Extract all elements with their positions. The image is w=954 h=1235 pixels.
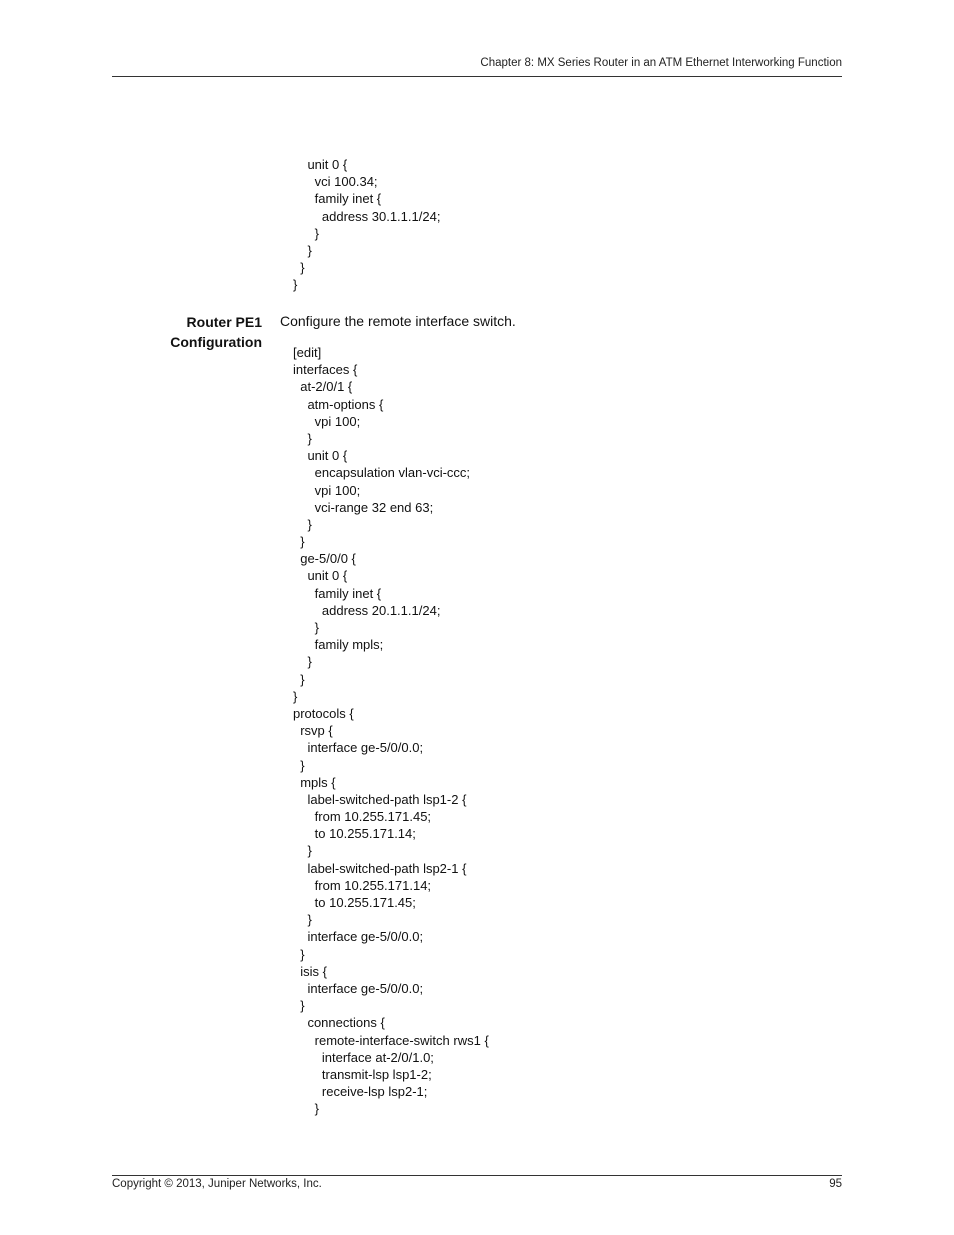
code-line: unit 0 { [293,448,348,464]
code-line: ge-5/0/0 { [293,551,356,567]
code-line: interface ge-5/0/0.0; [293,980,424,996]
code-line: } [293,998,305,1014]
code-line: isis { [293,963,327,979]
code-line: } [293,654,312,670]
section-label [112,312,262,352]
code-line: interfaces { [293,362,358,378]
code-line: } [293,946,305,962]
code-line: } [293,912,312,928]
code-line: protocols { [293,705,354,721]
section-label-line2: Configuration [170,334,262,350]
code-line: family mpls; [293,637,384,653]
code-line: to 10.255.171.45; [293,895,416,910]
code-line: address 30.1.1.1/24; [293,208,441,224]
code-line: unit 0 { [293,568,348,584]
code-line: to 10.255.171.14; [293,826,416,842]
code-line: label-switched-path lsp2-1 { [293,860,467,876]
footer-copyright: Copyright © 2013, Juniper Networks, Inc. [112,1178,322,1190]
code-line: at-2/0/1 { [293,379,353,395]
code-line: interface ge-5/0/0.0; [293,740,424,756]
code-line: vci 100.34; [293,174,378,190]
code-line: } [293,1101,320,1117]
chapter-header: Chapter 8: MX Series Router in an ATM Ethernet Interworking Function [480,57,842,69]
code-line: } [293,516,312,532]
code-line: interface ge-5/0/0.0; [293,929,424,945]
code-line: } [293,225,320,241]
section-intro: Configure the remote interface switch. [280,313,516,329]
code-line: from 10.255.171.45; [293,809,432,825]
code-line: vci-range 32 end 63; [293,499,434,515]
code-block-continued [293,156,440,294]
code-line: } [293,757,305,773]
code-line: } [293,688,298,704]
code-line: [edit] [293,345,322,360]
code-line: vpi 100; [293,413,361,429]
code-line: } [293,242,312,258]
code-line: vpi 100; [293,482,361,498]
code-line: encapsulation vlan-vci-ccc; [293,465,471,481]
code-line: family inet { [293,585,382,601]
code-line: rsvp { [293,723,333,739]
page-number: 95 [829,1178,842,1190]
section-label-line1: Router PE1 [186,314,262,330]
code-line: } [293,260,305,276]
code-line: label-switched-path lsp1-2 { [293,791,467,807]
code-line: } [293,277,298,293]
code-line: from 10.255.171.14; [293,877,432,893]
code-line: } [293,534,305,550]
code-line: } [293,430,312,446]
code-line: mpls { [293,774,336,790]
code-line: } [293,843,312,859]
code-line: address 20.1.1.1/24; [293,602,441,618]
code-line: remote-interface-switch rws1 { [293,1032,489,1048]
code-block-config [293,344,489,1117]
code-line: family inet { [293,191,382,207]
code-line: atm-options { [293,396,384,412]
code-line: } [293,620,320,635]
code-line: connections { [293,1015,385,1031]
code-line: } [293,671,305,687]
footer-divider [112,1175,842,1176]
code-line: interface at-2/0/1.0; [293,1049,434,1065]
code-line: unit 0 { [293,157,348,172]
code-line: receive-lsp lsp2-1; [293,1084,428,1100]
header-divider [112,76,842,77]
code-line: transmit-lsp lsp1-2; [293,1066,432,1082]
